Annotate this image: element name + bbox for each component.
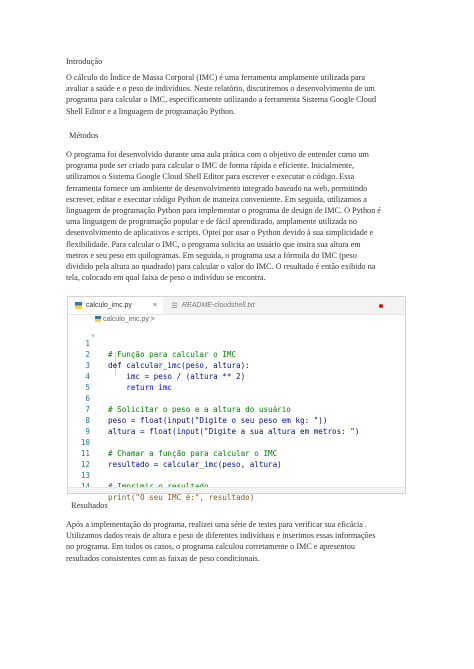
text-line: desenvolvimento de aplicativos e scripts. Optei por usar o Python devido à sua simplicidade e xyxy=(66,228,374,238)
code-text: altura = float(input("Digite a sua altura em metros: ") xyxy=(108,427,360,436)
text-line: Shell Editor e a linguagem de programação Python. xyxy=(66,106,236,116)
methods-heading: Métodos xyxy=(69,131,99,140)
fold-chevron-icon[interactable]: ⌄ xyxy=(91,330,96,338)
code-text: # Solicitar o peso e a altura do usuário xyxy=(108,405,291,414)
tab-label: README-cloudshell.txt xyxy=(182,302,255,309)
line-number: 13 xyxy=(80,471,90,480)
code-text: def calcular_imc(peso, altura): xyxy=(108,361,250,370)
code-text: # Função para calcular o IMC xyxy=(108,350,237,359)
code-line xyxy=(68,382,405,414)
code-editor-screenshot xyxy=(67,296,406,502)
results-paragraph xyxy=(66,519,412,564)
menu-icon xyxy=(171,302,178,309)
text-line: tela, colocado em qual faixa de peso o indivíduo se encontra. xyxy=(66,273,266,283)
line-number: 10 xyxy=(80,438,90,447)
text-line: ferramenta fornece um ambiente de desenvolvimento integrado baseado na web, permitindo xyxy=(66,183,368,193)
code-line xyxy=(68,470,405,502)
text-line: O programa foi desenvolvido durante uma aula prática com o objetivo de entender como um xyxy=(66,150,369,159)
text-line: avaliar a saúde e o peso de indivíduos. Neste relatório, discutiremos o desenvolvimento de um xyxy=(66,84,375,94)
text-line: no programa. Em todos os casos, o programa calculou corretamente o IMC e apresentou xyxy=(66,542,355,552)
text-line: O cálculo do Índice de Massa Corporal (IMC) é uma ferramenta amplamente utilizada para xyxy=(66,73,365,82)
text-line: utilizamos o Sistema Google Cloud Shell Editor para escrever e executar o código. Essa xyxy=(66,172,355,182)
line-number: 1 xyxy=(85,339,90,348)
python-file-icon xyxy=(75,302,82,309)
text-line: metros e seu peso em quilogramas. Em seguida, o programa usa a fórmula do IMC (peso xyxy=(66,250,357,260)
tab-readme-cloudshell[interactable] xyxy=(164,297,274,314)
text-line: Após a implementação do programa, realizei uma série de testes para verificar sua eficácia . xyxy=(66,520,367,529)
text-line: flexibilidade. Para calcular o IMC, o programa solicita ao usuário que insira sua altura em xyxy=(66,239,361,249)
text-line: linguagem de programação Python para implementar o programa de design de IMC. O Python é xyxy=(66,206,381,216)
text-line: dividido pela altura ao quadrado) para calcular o valor do IMC. O resultado é então exibido na xyxy=(66,262,376,272)
python-file-icon xyxy=(95,316,101,322)
code-text: resultado = calcular_imc(peso, altura) xyxy=(108,460,282,469)
status-bar xyxy=(68,487,405,493)
intro-heading: Introdução xyxy=(66,57,103,66)
breadcrumb[interactable] xyxy=(95,316,155,323)
code-text: print("O seu IMC é:", resultado) xyxy=(108,493,255,502)
code-line xyxy=(68,327,405,359)
line-number: 11 xyxy=(80,449,90,458)
line-number: 7 xyxy=(85,405,90,414)
line-number: 12 xyxy=(80,460,90,469)
results-heading: Resultados xyxy=(71,501,108,510)
line-number: 3 xyxy=(85,361,90,370)
code-text: peso = float(input("Digite o seu peso em kg: ")) xyxy=(108,416,328,425)
line-number: 9 xyxy=(85,427,90,436)
text-line: escrever, editar e executar código Python de maneira conveniente. Em seguida, utilizamos a xyxy=(66,194,367,204)
text-line: uma linguagem de programação popular e de fácil aprendizado, amplamente utilizada no xyxy=(66,217,357,227)
text-line: Utilizamos dados reais de altura e peso de diferentes indivíduos e inserimos essas informações xyxy=(66,531,376,541)
code-text: return imc xyxy=(108,383,173,392)
code-text: # Chamar a função para calcular o IMC xyxy=(108,449,278,458)
close-icon[interactable]: × xyxy=(152,302,157,309)
text-line: resultados consistentes com as faixas de peso condicionais. xyxy=(66,553,260,563)
line-number: 8 xyxy=(85,416,90,425)
intro-paragraph xyxy=(66,72,412,117)
editor-tab-bar xyxy=(68,297,405,315)
methods-paragraph xyxy=(66,149,412,283)
code-line xyxy=(68,459,405,480)
line-number: 2 xyxy=(85,350,90,359)
text-line: programa para calcular o IMC, especificamente utilizando a ferramenta Sistema Google Cloud xyxy=(66,95,377,105)
line-number: 4 xyxy=(85,372,90,381)
unsaved-indicator xyxy=(379,304,383,308)
text-line: programa pode ser criado para calcular o IMC de forma rápida e eficiente. Inicialmente, xyxy=(66,161,355,171)
line-number: 6 xyxy=(85,394,90,403)
line-number: 5 xyxy=(85,383,90,392)
code-text: imc = peso / (altura ** 2) xyxy=(108,372,246,381)
breadcrumb-label: calculo_imc.py > xyxy=(102,316,155,323)
tab-label: calculo_imc.py xyxy=(86,302,132,309)
tab-calculo-imc[interactable] xyxy=(68,297,163,314)
